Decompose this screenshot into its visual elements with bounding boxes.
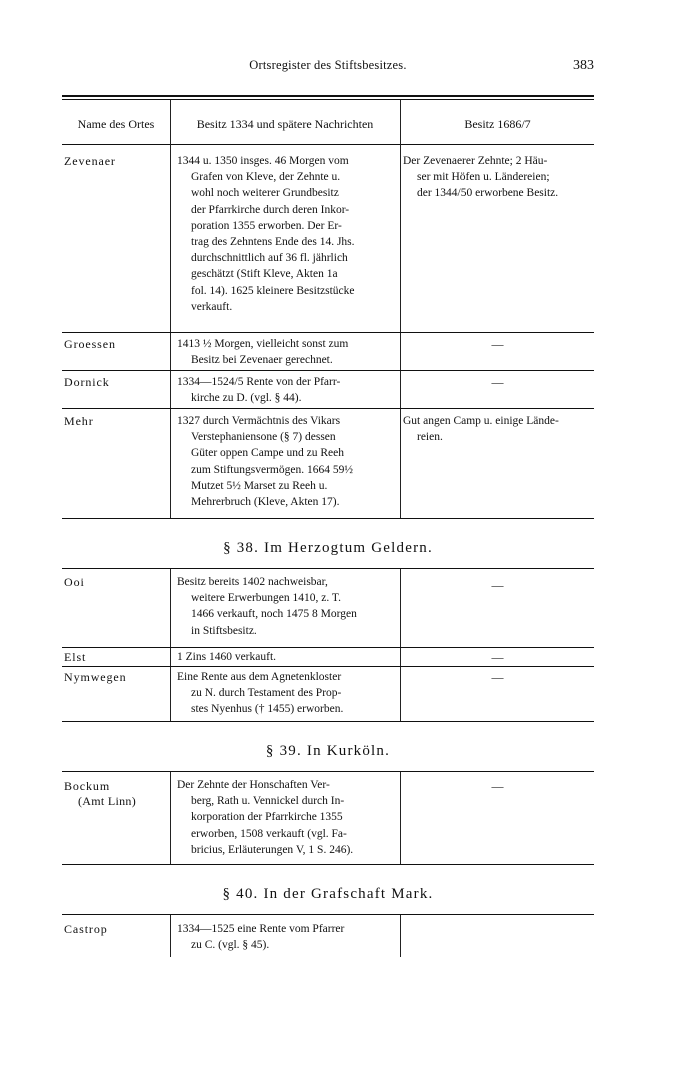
text-line: reien. [417, 431, 443, 444]
text-line: der Pfarrkirche durch deren Inkor- [191, 203, 350, 216]
text-line: Mutzet 5½ Marset zu Reeh u. [191, 479, 328, 492]
besitz-1334-text [177, 153, 398, 315]
text-line: Der Zehnte der Honschaften Ver- [177, 779, 330, 791]
text-line: weitere Erwerbungen 1410, z. T. [191, 592, 341, 605]
column-divider [170, 569, 171, 721]
text-line: Mehrerbruch (Kleve, Akten 17). [191, 496, 340, 509]
section-top-rule [62, 568, 594, 569]
empty-entry-dash: — [491, 375, 504, 389]
place-name-main: Bockum [64, 779, 111, 793]
text-line: kirche zu D. (vgl. § 44). [191, 392, 302, 405]
section-bottom-rule [62, 721, 594, 722]
besitz-1334-text [177, 374, 398, 406]
column-divider [170, 772, 171, 864]
text-line: 1466 verkauft, noch 1475 8 Morgen [191, 608, 357, 621]
text-line: berg, Rath u. Vennickel durch In- [191, 795, 345, 808]
text-line: Besitz bei Zevenaer gerechnet. [191, 354, 333, 367]
besitz-1334-text [177, 413, 398, 510]
section-heading: § 39. In Kurköln. [265, 743, 391, 759]
section-heading: § 40. In der Grafschaft Mark. [222, 886, 434, 902]
section-heading: § 38. Im Herzogtum Geldern. [223, 540, 433, 556]
text-line: poration 1355 erworben. Der Er- [191, 219, 342, 232]
text-line: der 1344/50 erworbene Besitz. [417, 187, 559, 200]
text-line: zum Stiftungsvermögen. 1664 59½ [191, 463, 353, 476]
row-rule [62, 666, 594, 667]
running-header [62, 58, 594, 78]
text-line: 1327 durch Vermächtnis des Vikars [177, 415, 341, 427]
column-header-name: Name des Ortes [77, 117, 155, 131]
text-line: zu N. durch Testament des Prop- [191, 687, 342, 700]
text-line: erworben, 1508 verkauft (vgl. Fa- [191, 827, 347, 840]
text-line: in Stiftsbesitz. [191, 624, 257, 637]
text-line: 1 Zins 1460 verkauft. [177, 651, 277, 663]
empty-entry-dash: — [491, 650, 504, 664]
text-line: Grafen von Kleve, der Zehnte u. [191, 171, 341, 184]
text-line: Verstephaniensone (§ 7) dessen [191, 431, 336, 444]
place-name: Ooi [64, 575, 85, 589]
text-line: fol. 14). 1625 kleinere Besitzstücke [191, 284, 355, 297]
place-name: Castrop [64, 922, 108, 936]
text-line: bricius, Erläuterungen V, 1 S. 246). [191, 843, 354, 856]
column-divider [400, 915, 401, 957]
besitz-1334-text [177, 669, 398, 718]
text-line: Besitz bereits 1402 nachweisbar, [177, 576, 328, 588]
row-rule [62, 370, 594, 371]
table-top-rule [62, 95, 594, 97]
place-name: Groessen [64, 337, 116, 351]
text-line: ser mit Höfen u. Ländereien; [417, 171, 550, 184]
place-name: Dornick [64, 375, 110, 389]
column-divider [400, 100, 401, 518]
header-bottom-rule [62, 144, 594, 145]
text-line: durchschnittlich auf 36 fl. jährlich [191, 252, 348, 265]
column-divider [170, 915, 171, 957]
text-line: 1344 u. 1350 insges. 46 Morgen vom [177, 155, 349, 167]
text-line: Eine Rente aus dem Agnetenkloster [177, 671, 342, 683]
text-line: korporation der Pfarrkirche 1355 [191, 811, 343, 824]
text-line: Der Zevenaerer Zehnte; 2 Häu- [403, 155, 548, 167]
text-line: 1334—1524/5 Rente von der Pfarr- [177, 376, 341, 388]
text-line: verkauft. [191, 300, 233, 313]
besitz-1334-text [177, 777, 398, 858]
empty-entry-dash: — [491, 578, 504, 592]
besitz-1334-text [177, 649, 398, 665]
section-top-rule [62, 771, 594, 772]
besitz-1334-text [177, 336, 398, 368]
text-line: stes Nyenhus († 1455) erworben. [191, 703, 344, 716]
column-header-besitz-1334: Besitz 1334 und spätere Nachrichten [196, 117, 374, 131]
place-name: Zevenaer [64, 154, 116, 168]
column-divider [170, 100, 171, 518]
besitz-1334-text [177, 574, 398, 639]
place-name: Nymwegen [64, 670, 127, 684]
text-line: Güter oppen Campe und zu Reeh [191, 447, 344, 460]
empty-entry-dash: — [491, 779, 504, 793]
text-line: Gut angen Camp u. einige Lände- [403, 415, 559, 427]
place-name: Mehr [64, 414, 94, 428]
table-top-rule-thin [62, 99, 594, 100]
column-header-besitz-1686: Besitz 1686/7 [464, 117, 531, 131]
row-rule [62, 408, 594, 409]
text-line: trag des Zehntens Ende des 14. Jhs. [191, 236, 355, 249]
empty-entry-dash: — [491, 670, 504, 684]
table-bottom-rule [62, 518, 594, 519]
place-name [64, 779, 136, 809]
section-bottom-rule [62, 864, 594, 865]
empty-entry-dash: — [491, 337, 504, 351]
text-line: zu C. (vgl. § 45). [191, 939, 270, 952]
text-line: 1413 ½ Morgen, vielleicht sonst zum [177, 338, 349, 350]
place-name: Elst [64, 650, 87, 664]
running-title: Ortsregister des Stiftsbesitzes. [249, 58, 407, 72]
page-number: 383 [573, 58, 594, 73]
besitz-1686-text [403, 413, 595, 445]
row-rule [62, 332, 594, 333]
place-name-sub: (Amt Linn) [78, 794, 136, 808]
row-rule [62, 647, 594, 648]
text-line: 1334—1525 eine Rente vom Pfarrer [177, 923, 345, 935]
text-line: geschätzt (Stift Kleve, Akten 1a [191, 268, 338, 281]
section-top-rule [62, 914, 594, 915]
text-line: wohl noch weiterer Grundbesitz [191, 187, 339, 200]
besitz-1334-text [177, 921, 398, 953]
besitz-1686-text [403, 153, 595, 202]
